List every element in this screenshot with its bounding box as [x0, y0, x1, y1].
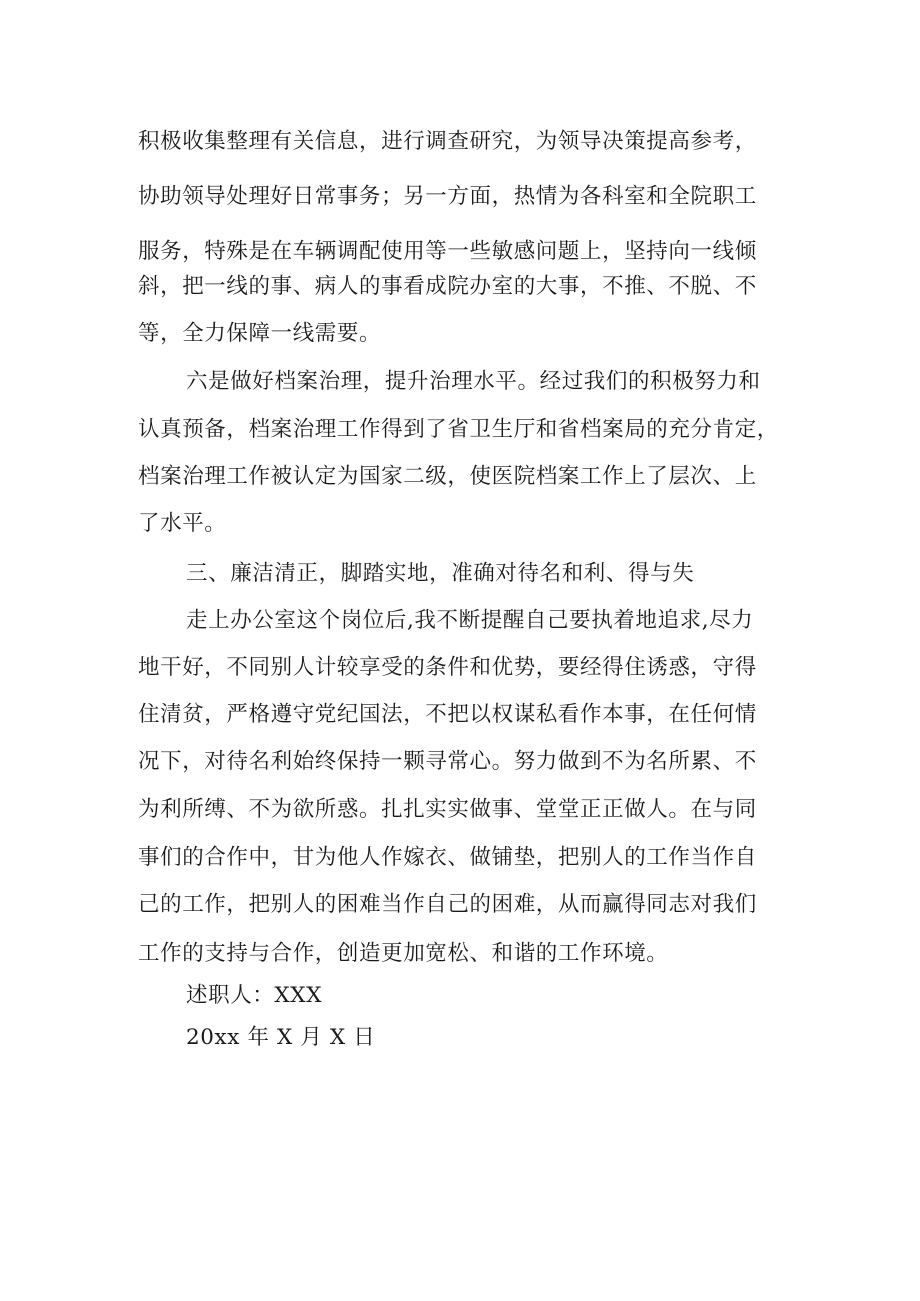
paragraph-line: 积极收集整理有关信息，进行调查研究，为领导决策提高参考，: [138, 129, 757, 154]
section-heading: 三、廉洁清正，脚踏实地，准确对待名和利、得与失: [186, 561, 695, 586]
signature-date: 20xx 年 X 月 X 日: [186, 1025, 376, 1050]
paragraph-line: 况下，对待名利始终保持一颗寻常心。努力做到不为名所累、不: [138, 749, 757, 774]
paragraph-line: 为利所缚、不为欲所惑。扎扎实实做事、堂堂正正做人。在与同: [138, 797, 757, 822]
paragraph-line: 了水平。: [138, 511, 227, 536]
paragraph-line: 等，全力保障一线需要。: [138, 321, 382, 346]
paragraph-line: 档案治理工作被认定为国家二级，使医院档案工作上了层次、上: [138, 464, 757, 489]
paragraph-line: 地干好，不同别人计较享受的条件和优势，要经得住诱惑，守得: [138, 655, 757, 680]
paragraph-line: 六是做好档案治理，提升治理水平。经过我们的积极努力和: [186, 369, 761, 394]
paragraph-line: 事们的合作中，甘为他人作嫁衣、做铺垫，把别人的工作当作自: [138, 845, 757, 870]
paragraph-line: 工作的支持与合作，创造更加宽松、和谐的工作环境。: [138, 941, 669, 966]
paragraph-line: 服务，特殊是在车辆调配使用等一些敏感问题上，坚持向一线倾: [138, 239, 757, 264]
paragraph-line: 己的工作，把别人的困难当作自己的困难，从而赢得同志对我们: [138, 892, 757, 917]
paragraph-line: 斜，把一线的事、病人的事看成院办室的大事，不推、不脱、不: [138, 274, 757, 299]
paragraph-line: 走上办公室这个岗位后,我不断提醒自己要执着地追求,尽力: [186, 608, 754, 633]
signature-name: 述职人：XXX: [186, 983, 323, 1008]
paragraph-line: 住清贫，严格遵守党纪国法，不把以权谋私看作本事，在任何情: [138, 702, 757, 727]
paragraph-line: 协助领导处理好日常事务；另一方面，热情为各科室和全院职工: [138, 184, 757, 209]
paragraph-line: 认真预备，档案治理工作得到了省卫生厅和省档案局的充分肯定，: [138, 417, 779, 442]
